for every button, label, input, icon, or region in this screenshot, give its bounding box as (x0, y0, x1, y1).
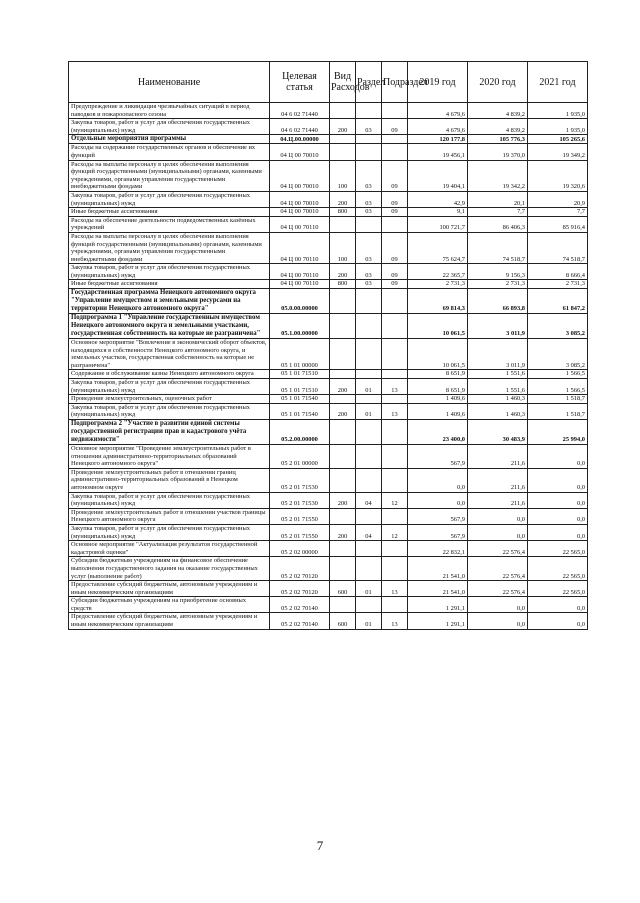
row-subsection: 09 (382, 264, 408, 280)
row-subsection: 13 (382, 379, 408, 395)
row-subsection (382, 339, 408, 370)
row-target: 04 Ц 00 70110 (270, 216, 330, 232)
row-subsection (382, 597, 408, 613)
row-section (356, 289, 382, 314)
row-section: 03 (356, 191, 382, 207)
row-name: Подпрограмма 1 "Управление государственным имуществом Ненецкого автономного округа и земельными участками, государственная собственность на которые не разграничена" (69, 314, 270, 339)
row-section (356, 395, 382, 404)
row-name: Основное мероприятие "Вовлечение в экономический оборот объектов, находящихся в собственности Ненецкого автономного округа, и земельных участков, государственная собственность на которые не разграничена" (69, 339, 270, 370)
row-section (356, 597, 382, 613)
row-2020: 105 776,3 (468, 135, 528, 144)
row-section (356, 541, 382, 557)
row-2021: 0,0 (528, 508, 588, 524)
row-2020: 19 342,2 (468, 160, 528, 191)
row-name: Проведение землеустроительных, оценочных работ (69, 395, 270, 404)
table-row (69, 144, 588, 160)
row-name: Отдельные мероприятия программы (69, 135, 270, 144)
row-2021: 0,0 (528, 524, 588, 540)
row-section: 03 (356, 280, 382, 289)
row-2019: 75 624,7 (408, 232, 468, 263)
row-target: 05 2 01 71530 (270, 492, 330, 508)
table-row (69, 339, 588, 370)
row-section (356, 370, 382, 379)
row-2019: 2 731,3 (408, 280, 468, 289)
row-target: 04 Ц 00 70010 (270, 160, 330, 191)
row-2021: 2 731,3 (528, 280, 588, 289)
row-section (356, 508, 382, 524)
row-2020: 0,0 (468, 524, 528, 540)
row-2019: 10 061,5 (408, 339, 468, 370)
row-2020: 211,6 (468, 492, 528, 508)
row-2021: 0,0 (528, 468, 588, 492)
row-2019: 10 061,5 (408, 314, 468, 339)
row-2019: 21 541,0 (408, 557, 468, 581)
row-kind: 200 (330, 119, 356, 135)
row-2021: 22 565,0 (528, 557, 588, 581)
row-section (356, 135, 382, 144)
table-row (69, 135, 588, 144)
table-row (69, 445, 588, 469)
row-subsection (382, 144, 408, 160)
row-2020: 0,0 (468, 613, 528, 629)
row-section: 01 (356, 581, 382, 597)
row-section (356, 420, 382, 445)
table-row (69, 216, 588, 232)
row-target: 04 6 02 71440 (270, 119, 330, 135)
row-2021: 3 085,2 (528, 339, 588, 370)
row-2020: 211,6 (468, 468, 528, 492)
row-2020: 22 576,4 (468, 541, 528, 557)
row-name: Проведение землеустроительных работ в отношении границ административно-территориальных образований в Ненецком автономном округе (69, 468, 270, 492)
row-2020: 0,0 (468, 597, 528, 613)
row-2019: 567,9 (408, 524, 468, 540)
table-row (69, 420, 588, 445)
row-target: 05 2 01 71550 (270, 524, 330, 540)
row-2019: 42,9 (408, 191, 468, 207)
row-subsection (382, 445, 408, 469)
row-2021: 1 566,5 (528, 379, 588, 395)
table-row (69, 119, 588, 135)
row-2021: 1 935,0 (528, 103, 588, 119)
row-target: 05.0.00.00000 (270, 289, 330, 314)
row-kind (330, 508, 356, 524)
row-subsection (382, 541, 408, 557)
table-row (69, 232, 588, 263)
row-section: 01 (356, 613, 382, 629)
row-2020: 1 460,3 (468, 395, 528, 404)
row-kind (330, 468, 356, 492)
row-subsection (382, 135, 408, 144)
row-2021: 1 935,0 (528, 119, 588, 135)
row-target: 05 1 01 00000 (270, 339, 330, 370)
row-kind (330, 597, 356, 613)
header-subsection: Подраздел (382, 62, 408, 103)
row-target: 05 2 02 70120 (270, 581, 330, 597)
row-section: 03 (356, 264, 382, 280)
table-row (69, 508, 588, 524)
row-2019: 567,9 (408, 445, 468, 469)
row-2019: 22 832,1 (408, 541, 468, 557)
row-2020: 22 576,4 (468, 581, 528, 597)
row-name: Закупка товаров, работ и услуг для обеспечения государственных (муниципальных) нужд (69, 403, 270, 419)
row-target: 05 1 01 71540 (270, 395, 330, 404)
row-2020: 20,1 (468, 191, 528, 207)
row-subsection: 13 (382, 581, 408, 597)
row-2021: 61 847,2 (528, 289, 588, 314)
row-2019: 8 651,9 (408, 379, 468, 395)
row-kind: 200 (330, 191, 356, 207)
row-subsection (382, 420, 408, 445)
row-name: Расходы на обеспечение деятельности подведомственных казённых учреждений (69, 216, 270, 232)
row-target: 04 Ц 00 70110 (270, 280, 330, 289)
row-name: Содержание и обслуживание казны Ненецкого автономного округа (69, 370, 270, 379)
row-kind: 600 (330, 613, 356, 629)
row-subsection: 13 (382, 613, 408, 629)
row-2019: 22 365,7 (408, 264, 468, 280)
row-name: Иные бюджетные ассигнования (69, 280, 270, 289)
row-2020: 19 370,0 (468, 144, 528, 160)
row-section: 01 (356, 379, 382, 395)
row-name: Расходы на выплаты персоналу в целях обеспечения выполнения функций государственными (муниципальными) органами, казенными учреждениями, органами управления государственными внебюджетными фондами (69, 232, 270, 263)
row-2019: 1 409,6 (408, 403, 468, 419)
row-kind: 800 (330, 208, 356, 217)
row-2021: 25 994,0 (528, 420, 588, 445)
row-subsection: 09 (382, 280, 408, 289)
row-kind (330, 557, 356, 581)
row-section (356, 216, 382, 232)
row-subsection: 12 (382, 524, 408, 540)
row-target: 04 Ц 00 70010 (270, 208, 330, 217)
row-2019: 1 291,1 (408, 613, 468, 629)
row-2020: 22 576,4 (468, 557, 528, 581)
header-2020: 2020 год (468, 62, 528, 103)
row-kind (330, 103, 356, 119)
row-section (356, 314, 382, 339)
row-2020: 30 483,9 (468, 420, 528, 445)
table-row (69, 160, 588, 191)
row-target: 05.1.00.00000 (270, 314, 330, 339)
row-2020: 1 551,6 (468, 370, 528, 379)
row-2021: 7,7 (528, 208, 588, 217)
row-2019: 120 177,8 (408, 135, 468, 144)
row-subsection: 13 (382, 403, 408, 419)
header-2021: 2021 год (528, 62, 588, 103)
row-name: Закупка товаров, работ и услуг для обеспечения государственных (муниципальных) нужд (69, 524, 270, 540)
row-kind (330, 289, 356, 314)
table-row (69, 103, 588, 119)
row-2020: 3 011,9 (468, 339, 528, 370)
row-2019: 4 679,6 (408, 119, 468, 135)
row-target: 05 2 01 00000 (270, 445, 330, 469)
row-subsection (382, 468, 408, 492)
table-row (69, 370, 588, 379)
row-name: Закупка товаров, работ и услуг для обеспечения государственных (муниципальных) нужд (69, 379, 270, 395)
table-row (69, 492, 588, 508)
row-target: 04 Ц 00 70110 (270, 232, 330, 263)
row-subsection (382, 508, 408, 524)
row-section (356, 445, 382, 469)
row-2021: 8 666,4 (528, 264, 588, 280)
row-kind (330, 445, 356, 469)
row-section: 03 (356, 232, 382, 263)
row-kind (330, 420, 356, 445)
row-section: 01 (356, 403, 382, 419)
row-section (356, 144, 382, 160)
row-2019: 19 404,1 (408, 160, 468, 191)
row-section: 03 (356, 119, 382, 135)
row-kind (330, 370, 356, 379)
row-subsection: 09 (382, 208, 408, 217)
header-target: Целевая статья (270, 62, 330, 103)
row-kind: 600 (330, 581, 356, 597)
page-number: 7 (316, 838, 324, 853)
row-target: 04.Ц.00.00000 (270, 135, 330, 144)
table-row (69, 524, 588, 540)
row-section (356, 103, 382, 119)
row-2020: 2 731,3 (468, 280, 528, 289)
row-2019: 9,1 (408, 208, 468, 217)
row-2019: 1 409,6 (408, 395, 468, 404)
row-target: 04 Ц 00 70010 (270, 144, 330, 160)
row-kind: 200 (330, 264, 356, 280)
row-2020: 1 551,6 (468, 379, 528, 395)
table-row (69, 597, 588, 613)
row-subsection: 09 (382, 191, 408, 207)
row-subsection: 12 (382, 492, 408, 508)
row-target: 05 2 02 70140 (270, 597, 330, 613)
row-2020: 3 011,9 (468, 314, 528, 339)
row-2021: 19 320,6 (528, 160, 588, 191)
row-section (356, 339, 382, 370)
row-2019: 4 679,6 (408, 103, 468, 119)
row-name: Расходы на содержание государственных органов и обеспечение их функций (69, 144, 270, 160)
table-header-row (69, 62, 588, 103)
row-kind: 100 (330, 232, 356, 263)
row-kind: 200 (330, 379, 356, 395)
row-2019: 0,0 (408, 492, 468, 508)
row-subsection (382, 103, 408, 119)
row-kind: 200 (330, 524, 356, 540)
table-row (69, 557, 588, 581)
row-subsection (382, 395, 408, 404)
table-row (69, 280, 588, 289)
row-2020: 4 839,2 (468, 103, 528, 119)
row-subsection: 09 (382, 160, 408, 191)
row-name: Расходы на выплаты персоналу в целях обеспечения выполнения функций государственными (муниципальными) органами, казенными учреждениями, органами управления государственными внебюджетными фондами (69, 160, 270, 191)
row-2019: 69 814,3 (408, 289, 468, 314)
row-target: 05 2 02 00000 (270, 541, 330, 557)
table-body (69, 103, 588, 630)
row-kind: 100 (330, 160, 356, 191)
row-2021: 105 265,6 (528, 135, 588, 144)
row-name: Закупка товаров, работ и услуг для обеспечения государственных (муниципальных) нужд (69, 119, 270, 135)
row-target: 05 2 01 71550 (270, 508, 330, 524)
table-row (69, 191, 588, 207)
row-2021: 3 085,2 (528, 314, 588, 339)
row-section: 03 (356, 208, 382, 217)
row-2020: 7,7 (468, 208, 528, 217)
table-row (69, 208, 588, 217)
row-section: 04 (356, 492, 382, 508)
row-subsection: 09 (382, 232, 408, 263)
row-2020: 1 460,3 (468, 403, 528, 419)
row-name: Закупка товаров, работ и услуг для обеспечения государственных (муниципальных) нужд (69, 492, 270, 508)
row-2020: 66 893,8 (468, 289, 528, 314)
table-row (69, 541, 588, 557)
row-kind: 800 (330, 280, 356, 289)
row-2019: 8 651,9 (408, 370, 468, 379)
row-name: Предоставление субсидий бюджетным, автономным учреждениям и иным некоммерческим организациям (69, 581, 270, 597)
row-2021: 1 518,7 (528, 403, 588, 419)
row-2020: 0,0 (468, 508, 528, 524)
row-2021: 1 518,7 (528, 395, 588, 404)
row-kind (330, 144, 356, 160)
row-name: Субсидии бюджетным учреждениям на приобретение основных средств (69, 597, 270, 613)
row-target: 05 1 01 71510 (270, 379, 330, 395)
row-kind (330, 135, 356, 144)
table-row (69, 379, 588, 395)
row-2021: 0,0 (528, 613, 588, 629)
row-2021: 0,0 (528, 445, 588, 469)
row-2021: 74 518,7 (528, 232, 588, 263)
row-name: Государственная программа Ненецкого автономного округа "Управление имуществом и земельными ресурсами на территории Ненецкого автономного округа" (69, 289, 270, 314)
row-2020: 74 518,7 (468, 232, 528, 263)
budget-table (68, 61, 588, 630)
row-2019: 1 291,1 (408, 597, 468, 613)
table-row (69, 581, 588, 597)
row-target: 04 6 02 71440 (270, 103, 330, 119)
row-section: 04 (356, 524, 382, 540)
row-name: Иные бюджетные ассигнования (69, 208, 270, 217)
row-2021: 85 916,4 (528, 216, 588, 232)
row-kind: 200 (330, 492, 356, 508)
row-target: 04 Ц 00 70010 (270, 191, 330, 207)
row-subsection (382, 370, 408, 379)
row-target: 05 2 02 70140 (270, 613, 330, 629)
row-target: 05 1 01 71540 (270, 403, 330, 419)
table-row (69, 264, 588, 280)
row-2021: 22 565,0 (528, 581, 588, 597)
row-2021: 1 566,5 (528, 370, 588, 379)
row-name: Закупка товаров, работ и услуг для обеспечения государственных (муниципальных) нужд (69, 191, 270, 207)
header-name: Наименование (69, 62, 270, 103)
row-kind (330, 314, 356, 339)
row-2020: 86 406,3 (468, 216, 528, 232)
row-subsection: 09 (382, 119, 408, 135)
row-name: Предупреждение и ликвидация чрезвычайных ситуаций в период паводков и пожароопасного сезона (69, 103, 270, 119)
row-2021: 19 349,2 (528, 144, 588, 160)
row-kind (330, 395, 356, 404)
row-name: Подпрограмма 2 "Участие в развитии единой системы государственной регистрации прав и кадастрового учёта недвижимости" (69, 420, 270, 445)
row-2019: 19 456,1 (408, 144, 468, 160)
row-2019: 0,0 (408, 468, 468, 492)
row-target: 05 1 01 71510 (270, 370, 330, 379)
row-subsection (382, 289, 408, 314)
header-kind: Вид Расходов (330, 62, 356, 103)
row-subsection (382, 557, 408, 581)
row-name: Предоставление субсидий бюджетным, автономным учреждениям и иным некоммерческим организациям (69, 613, 270, 629)
row-subsection (382, 314, 408, 339)
row-name: Проведение землеустроительных работ в отношении участков границы Ненецкого автономного округа (69, 508, 270, 524)
row-name: Закупка товаров, работ и услуг для обеспечения государственных (муниципальных) нужд (69, 264, 270, 280)
row-target: 05 2 02 70120 (270, 557, 330, 581)
row-kind (330, 541, 356, 557)
row-2019: 23 400,0 (408, 420, 468, 445)
header-section: Раздел (356, 62, 382, 103)
row-2021: 0,0 (528, 492, 588, 508)
row-kind (330, 339, 356, 370)
row-section (356, 468, 382, 492)
row-2020: 4 839,2 (468, 119, 528, 135)
row-2020: 211,6 (468, 445, 528, 469)
row-kind: 200 (330, 403, 356, 419)
table-row (69, 314, 588, 339)
row-2019: 100 721,7 (408, 216, 468, 232)
row-name: Основное мероприятие "Актуализация результатов государственной кадастровой оценки" (69, 541, 270, 557)
table-row (69, 289, 588, 314)
row-name: Субсидии бюджетным учреждениям на финансовое обеспечение выполнения государственного задания на оказание государственных услуг (выполнение работ) (69, 557, 270, 581)
header-2019: 2019 год (408, 62, 468, 103)
row-target: 05.2.00.00000 (270, 420, 330, 445)
row-target: 04 Ц 00 70110 (270, 264, 330, 280)
row-2019: 567,9 (408, 508, 468, 524)
row-section: 03 (356, 160, 382, 191)
table-row (69, 468, 588, 492)
row-name: Основное мероприятие "Проведение землеустроительных работ в отношении административно-территориальных образований Ненецкого автономного округа" (69, 445, 270, 469)
table-row (69, 395, 588, 404)
row-subsection (382, 216, 408, 232)
table-row (69, 403, 588, 419)
row-target: 05 2 01 71530 (270, 468, 330, 492)
row-2021: 20,9 (528, 191, 588, 207)
row-2021: 0,0 (528, 597, 588, 613)
row-2020: 9 156,3 (468, 264, 528, 280)
row-2019: 21 541,0 (408, 581, 468, 597)
row-2021: 22 565,0 (528, 541, 588, 557)
row-section (356, 557, 382, 581)
row-kind (330, 216, 356, 232)
table-row (69, 613, 588, 629)
